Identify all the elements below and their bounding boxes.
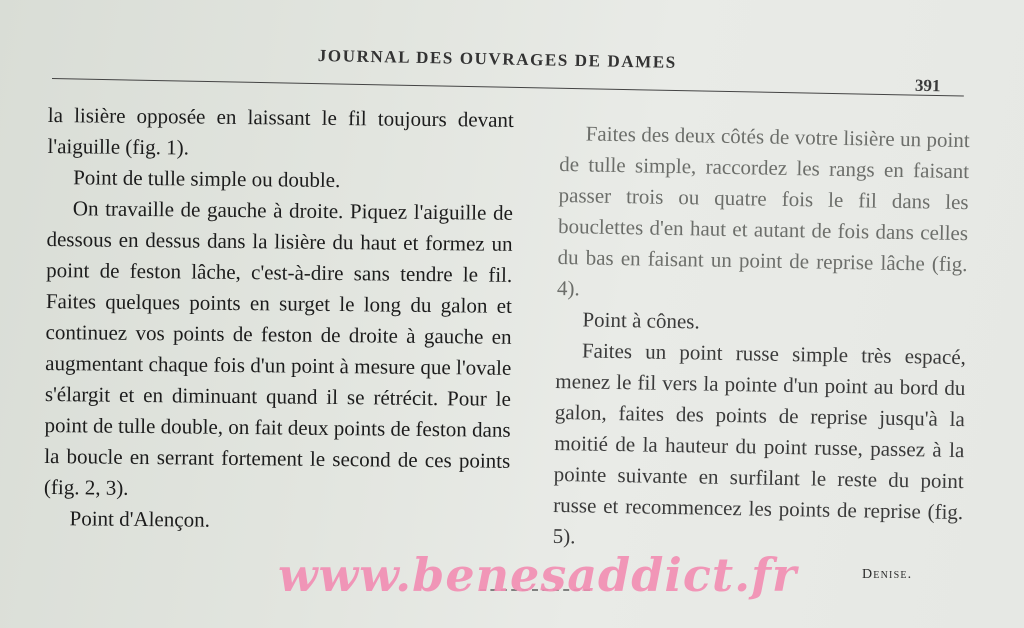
section-heading-point-a-cones: Point à cônes. [582,307,700,334]
journal-title: JOURNAL DES OUVRAGES DE DAMES [317,46,677,72]
right-paragraph-instructions: Faites un point russe simple très espacé, menez le fil vers la pointe d'un point au bord du galon, faites des points de reprise jusqu'à la moitié de la hauteur du point russe, passez à la pointe suivante en surfilant le reste du point russe et recommencez les points de reprise (fig. 5). [552,338,967,549]
author-signature: Denise. [862,567,913,582]
header-rule [52,75,964,97]
watermark-url: www.benesaddict.fr [278,548,798,602]
left-column [43,100,514,539]
left-paragraph-continuation: la lisière opposée en laissant le fil toujours devant l'aiguille (fig. 1). [47,102,514,160]
left-paragraph-instructions: On travaille de gauche à droite. Piquez l'aiguille de dessous en dessus dans la lisière du haut et formez un point de feston lâche, c'est-à-dire sans tendre le fil. Faites quelques points en surget le long du galon et continuez vos points de feston de droite à gauche en augmentant chaque fois d'un point à mesure que l'ovale s'élargit et en diminuant quand il se rétrécit. Pour le point de tulle double, on fait deux points de feston dans la boucle en serrant fortement le second de ces points (fig. 2, 3). [43,196,513,500]
right-paragraph-alencon: Faites des deux côtés de votre lisière un point de tulle simple, raccordez les rangs en faisant passer trois ou quatre fois le fil dans les bouclettes d'en haut et autant de fois dans celles du bas en faisant un point de reprise lâche (fig. 4). [556,121,970,301]
right-column [552,118,970,559]
section-heading-point-de-tulle: Point de tulle simple ou double. [73,165,341,193]
section-heading-point-alencon: Point d'Alençon. [69,506,211,532]
page-number: 391 [914,75,941,96]
